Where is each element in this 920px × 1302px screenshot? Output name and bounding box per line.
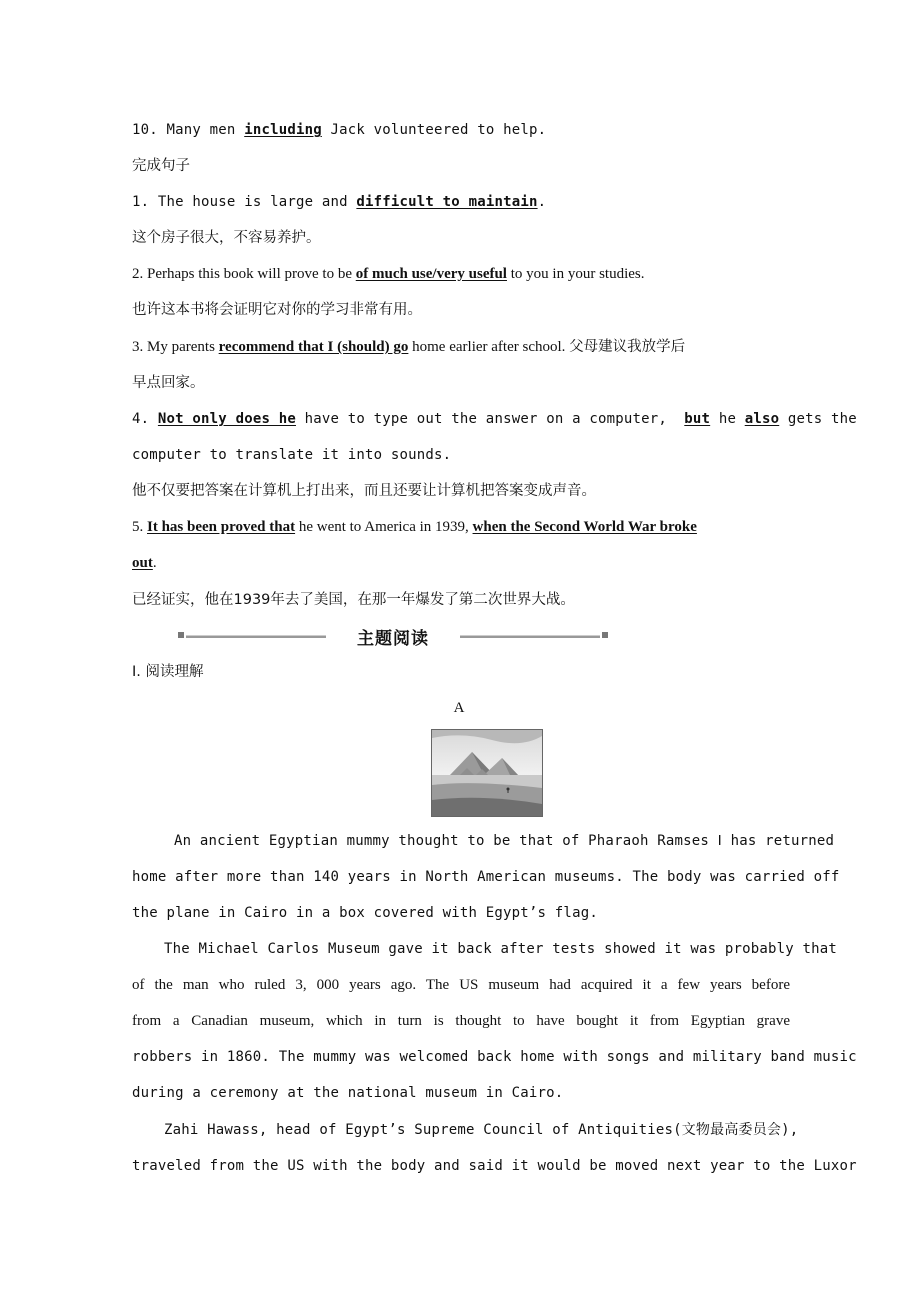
- sentence-5: 5. It has been proved that he went to America in 1939, when the Second World War broke: [132, 519, 697, 535]
- sentence-2-translation: 也许这本书将会证明它对你的学习非常有用。: [132, 302, 422, 318]
- sentence-5-translation: 已经证实，他在1939年去了美国，在那一年爆发了第二次世界大战。: [132, 592, 575, 608]
- passage-line: traveled from the US with the body and said it would be moved next year to the Luxor: [132, 1158, 857, 1174]
- answer-blank: difficult to maintain: [356, 194, 538, 210]
- passage-line: during a ceremony at the national museum in Cairo.: [132, 1085, 564, 1101]
- pyramids-photo: [431, 729, 543, 817]
- sentence-2: 2. Perhaps this book will prove to be of much use/very useful to you in your studies.: [132, 266, 645, 282]
- sentence-5-continued: out.: [132, 555, 157, 571]
- answer-blank: It has been proved that: [147, 519, 296, 535]
- answer-blank: out: [132, 555, 153, 571]
- heading-ornament: [602, 632, 608, 638]
- passage-line: the plane in Cairo in a box covered with Egypt’s flag.: [132, 905, 598, 921]
- passage-line: The Michael Carlos Museum gave it back after tests showed it was probably that: [164, 941, 838, 957]
- passage-line: from a Canadian museum, which in turn is thought to have bought it from Egyptian grave: [132, 1013, 790, 1029]
- sentence-4: 4. Not only does he have to type out the answer on a computer, but he also gets the: [132, 411, 857, 427]
- question-10: 10. Many men including Jack volunteered to help.: [132, 122, 547, 138]
- section-title: 主题阅读: [357, 629, 429, 649]
- sentence-1-translation: 这个房子很大，不容易养护。: [132, 230, 321, 246]
- answer-blank: when the Second World War broke: [472, 519, 697, 535]
- sentence-3: 3. My parents recommend that I (should) go home earlier after school. 父母建议我放学后: [132, 339, 686, 355]
- passage-line: robbers in 1860. The mummy was welcomed back home with songs and military band music: [132, 1049, 857, 1065]
- passage-line: of the man who ruled 3, 000 years ago. The US museum had acquired it a few years before: [132, 977, 790, 993]
- passage-line: An ancient Egyptian mummy thought to be that of Pharaoh Ramses Ⅰ has returned: [174, 833, 835, 849]
- sentence-3-translation: 早点回家。: [132, 375, 205, 391]
- pyramids-illustration: [432, 730, 542, 816]
- heading-rule-right: [460, 635, 600, 638]
- passage-line: Zahi Hawass, head of Egypt’s Supreme Council of Antiquities(文物最高委员会),: [164, 1122, 799, 1138]
- answer-blank: including: [244, 122, 322, 138]
- answer-blank: also: [744, 411, 780, 427]
- reading-section-label: Ⅰ. 阅读理解: [132, 664, 204, 680]
- passage-label: A: [453, 700, 465, 716]
- answer-blank: recommend that I (should) go: [218, 339, 409, 355]
- sentence-1: 1. The house is large and difficult to maintain.: [132, 194, 547, 210]
- answer-blank: Not only does he: [157, 411, 296, 427]
- passage-line: home after more than 140 years in North American museums. The body was carried off: [132, 869, 840, 885]
- sentence-4-translation: 他不仅要把答案在计算机上打出来，而且还要让计算机把答案变成声音。: [132, 483, 596, 499]
- answer-blank: but: [684, 411, 711, 427]
- section-heading-complete: 完成句子: [132, 158, 190, 174]
- sentence-4-continued: computer to translate it into sounds.: [132, 447, 452, 463]
- theme-reading-heading: [178, 624, 608, 648]
- answer-blank: of much use/very useful: [355, 266, 507, 282]
